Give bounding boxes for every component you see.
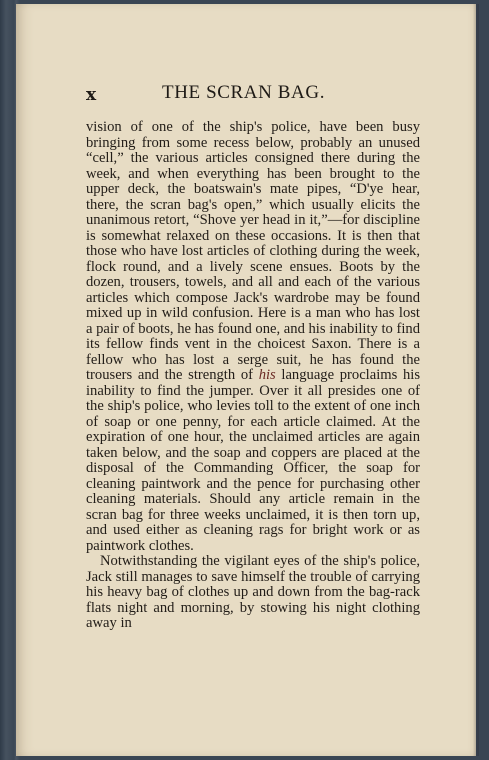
paragraph-1: [86, 120, 420, 554]
paragraph-2: Notwithstanding the vigilant eyes of the ship's police, Jack still manages to save himself the trouble of carrying his heavy bag of clothes up and down from the bag-rack flats night and morning, by stowing his night clothing away in: [86, 553, 420, 631]
running-title: THE SCRAN BAG.: [162, 82, 326, 103]
page-number: x: [86, 85, 97, 105]
page-edge-shadow: [473, 4, 479, 756]
body-text: [86, 120, 420, 632]
page-header: [86, 82, 356, 104]
paragraph-1-text-end: language proclaims his inability to find the jumper. Over it all presides one of the ship's police, who levies toll to the extent of one inch of soap or one penny, for each article claimed. At the expiration of one hour, the unclaimed articles are again taken below, and the soap and coppers are placed at the disposal of the Commanding Officer, the soap for cleaning paintwork and the pence for purchasing other cleaning materials. Should any article remain in the scran bag for three weeks unclaimed, it is then torn up, and used either as cleaning rags for bright work or as paintwork clothes.: [86, 367, 421, 554]
paragraph-1-text-start: vision of one of the ship's police, have been busy bringing from some recess below, probably an unused “cell,” the various articles consigned there during the week, and when everything has been brought to the upper deck, the boatswain's mate pipes, “D'ye hear, there, the scran bag's open,” which usually elicits the unanimous retort, “Shove yer head in it,”—for discipline is somewhat relaxed on these occasions. It is then that those who have lost articles of clothing during the week, flock round, and a lively scene ensues. Boots by the dozen, trousers, towels, and all and each of the various articles which compose Jack's wardrobe may be found mixed up in wild confusion. Here is a man who has lost a pair of boots, he has found one, and his inability to find its fellow finds vent in the choicest Saxon. There is a fellow who has lost a serge suit, he has found the trousers and the strength of: [86, 119, 420, 383]
emphasized-word-his: his: [258, 367, 276, 383]
